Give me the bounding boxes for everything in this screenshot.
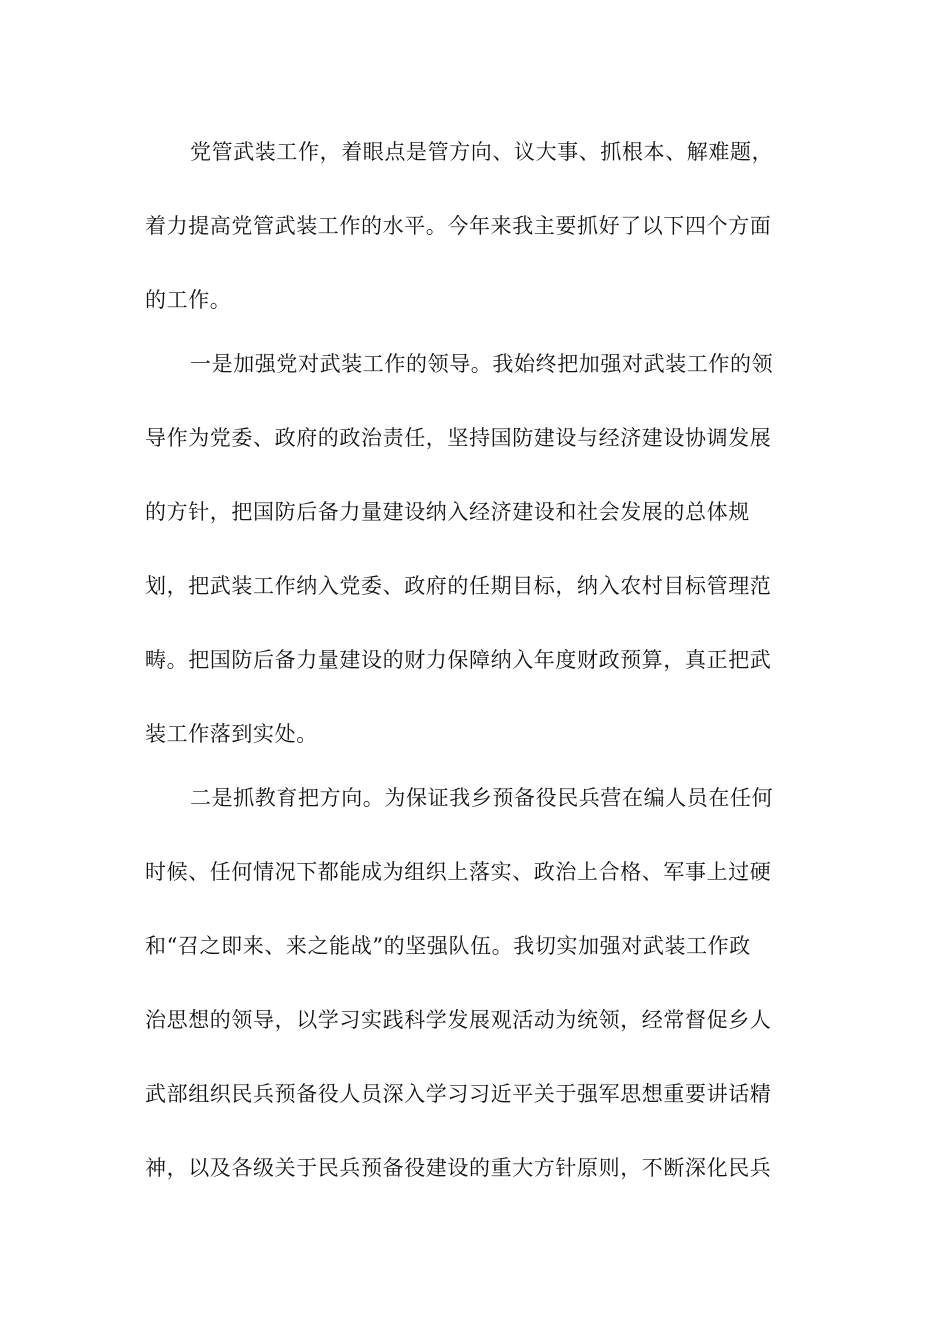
paragraph-line: 着力提高党管武装工作的水平。今年来我主要抓好了以下四个方面: [145, 214, 772, 238]
paragraph-line: 神，以及各级关于民兵预备役建设的重大方针原则，不断深化民兵: [145, 1156, 772, 1180]
paragraph-line: 武部组织民兵预备役人员深入学习习近平关于强军思想重要讲话精: [145, 1082, 772, 1106]
paragraph-line: 导作为党委、政府的政治责任，坚持国防建设与经济建设协调发展: [145, 426, 772, 450]
paragraph-line: 和“召之即来、来之能战”的坚强队伍。我切实加强对武装工作政: [145, 934, 751, 958]
paragraph-line: 的工作。: [145, 288, 232, 312]
paragraph-line: 党管武装工作，着眼点是管方向、议大事、抓根本、解难题，: [190, 140, 774, 164]
paragraph-line: 二是抓教育把方向。为保证我乡预备役民兵营在编人员在任何: [190, 786, 774, 810]
paragraph-line: 的方针，把国防后备力量建设纳入经济建设和社会发展的总体规: [145, 500, 750, 524]
paragraph-line: 时候、任何情况下都能成为组织上落实、政治上合格、军事上过硬: [145, 860, 772, 884]
paragraph-line: 治思想的领导，以学习实践科学发展观活动为统领，经常督促乡人: [145, 1008, 772, 1032]
paragraph-line: 装工作落到实处。: [145, 722, 318, 746]
paragraph-line: 划，把武装工作纳入党委、政府的任期目标，纳入农村目标管理范: [145, 574, 772, 598]
paragraph-line: 一是加强党对武装工作的领导。我始终把加强对武装工作的领: [190, 352, 774, 376]
paragraph-line: 畴。把国防后备力量建设的财力保障纳入年度财政预算，真正把武: [145, 648, 772, 672]
